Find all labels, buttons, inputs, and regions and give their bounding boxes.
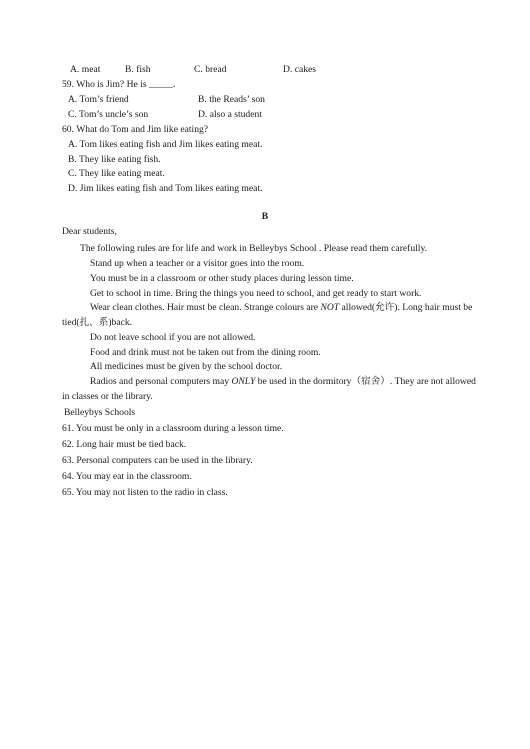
q58-option-a: A. meat bbox=[70, 64, 101, 75]
salutation: Dear students, bbox=[62, 226, 117, 237]
rule-food-drink: Food and drink must not be taken out from the dining room. bbox=[90, 347, 321, 358]
q59-option-b: B. the Reads’ son bbox=[198, 94, 265, 105]
q59-option-d: D. also a student bbox=[198, 109, 262, 120]
rule-stand-up: Stand up when a teacher or a visitor goes into the room. bbox=[90, 258, 305, 269]
q60-option-b: B. They like eating fish. bbox=[68, 154, 161, 165]
rule-clothes-continued: tied(扎、系)back. bbox=[62, 317, 133, 328]
statement-62: 62. Long hair must be tied back. bbox=[62, 439, 187, 450]
rule-classroom: You must be in a classroom or other study places during lesson time. bbox=[90, 273, 354, 284]
emphasis-not: NOT bbox=[320, 302, 340, 313]
statement-61: 61. You must be only in a classroom during a lesson time. bbox=[62, 423, 284, 434]
q60-option-d: D. Jim likes eating fish and Tom likes eating meat. bbox=[68, 183, 263, 194]
q58-option-c: C. bread bbox=[194, 64, 227, 75]
statement-64: 64. You may eat in the classroom. bbox=[62, 471, 192, 482]
q60-stem: 60. What do Tom and Jim like eating? bbox=[62, 124, 209, 135]
emphasis-only: ONLY bbox=[231, 376, 256, 387]
statement-63: 63. Personal computers can be used in the library. bbox=[62, 455, 253, 466]
q58-option-b: B. fish bbox=[125, 64, 151, 75]
rule-in-time: Get to school in time. Bring the things you need to school, and get ready to start work. bbox=[90, 288, 422, 299]
rule-clothes: Wear clean clothes. Hair must be clean. Strange colours are NOT allowed(允许). Long hair must be bbox=[90, 302, 473, 313]
rule-leave-school: Do not leave school if you are not allowed. bbox=[90, 332, 256, 343]
q60-option-a: A. Tom likes eating fish and Jim likes eating meat. bbox=[68, 139, 263, 150]
signature: Belleybys Schools bbox=[64, 407, 136, 418]
q59-option-a: A. Tom’s friend bbox=[68, 94, 129, 105]
q59-stem: 59. Who is Jim? He is _____. bbox=[62, 79, 176, 90]
statement-65: 65. You may not listen to the radio in class. bbox=[62, 487, 228, 498]
q59-option-c: C. Tom’s uncle’s son bbox=[68, 109, 149, 120]
rule-radio: Radios and personal computers may ONLY be used in the dormitory（宿舍）. They are not allowed bbox=[90, 376, 476, 387]
section-heading: B bbox=[261, 211, 269, 222]
rule-medicine: All medicines must be given by the school doctor. bbox=[90, 361, 283, 372]
q60-option-c: C. They like eating meat. bbox=[68, 168, 165, 179]
q58-option-d: D. cakes bbox=[283, 64, 317, 75]
rule-radio-continued: in classes or the library. bbox=[62, 391, 153, 402]
intro-text: The following rules are for life and work in Belleybys School . Please read them carefully. bbox=[80, 243, 428, 254]
